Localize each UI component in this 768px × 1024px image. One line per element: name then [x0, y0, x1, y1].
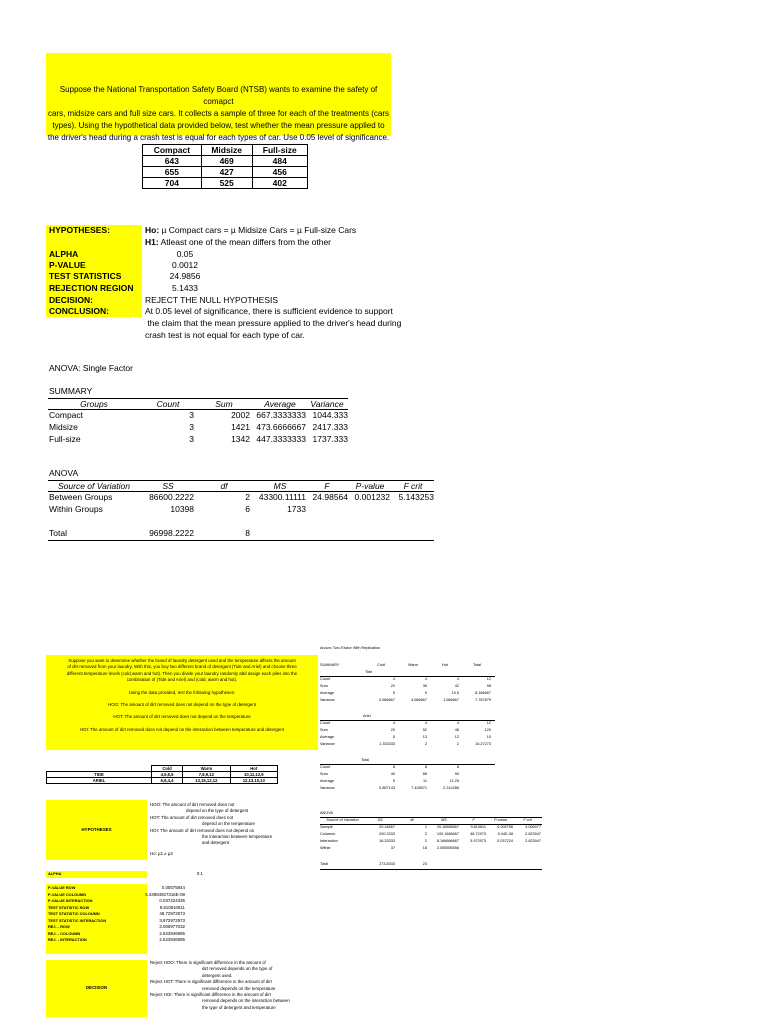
table-header-row: Compact Midsize Full-size — [143, 145, 308, 156]
conclusion-line-3: crash test is not equal for each type of car. — [145, 330, 305, 340]
summary-title: SUMMARY — [49, 386, 93, 396]
table-row: TIDE 4,5,6,5 7,8,9,12 10,11,12,9 — [47, 772, 278, 778]
two-factor-title: Anova: Two-Factor With Replication — [320, 646, 381, 650]
decision-label: DECISION: — [49, 295, 93, 305]
p-value-value: 0.0012 — [172, 260, 198, 270]
problem2-decision-label: DECISION — [85, 985, 108, 990]
table-header-row: Cold Warm Hot — [47, 766, 278, 772]
col-groups: Groups — [80, 399, 108, 409]
col-sum: Sum — [215, 399, 233, 409]
summary-block-ariel: Ariel Count 4 4 4 12 Sum 20 52 48 120 Average 5 13 12 10 Variance 1.333333 2 2 15.27273 — [320, 713, 500, 753]
table-row: 643 469 484 — [143, 156, 308, 167]
problem1-data-table — [142, 144, 308, 189]
problem2-data-table — [46, 765, 278, 784]
col-average: Average — [264, 399, 296, 409]
problem2-decision-text: Reject HOO: There is significant difference in the amount of dirt removed depends on the type of detergent used. Reject HOT: There is significant difference in the amount of dirt removed depends on the temperature Reject HOI: There is significant difference in the amount of dirt removed depends on the interaction between the type of detergent and temperature — [150, 960, 290, 1010]
two-factor-summary-title: SUMMARY — [320, 663, 340, 667]
problem1-question: Suppose the National Transportation Safety Board (NTSB) wants to examine the safety of comapct cars, midsize cars and full size cars. It collects a sample of three for each of the treatments (cars types). Using the hypothetical data provided below, test whether the mean pressure applied to the driver's head during a crash test is equal for each types of car. Use 0.05 level of significance. — [47, 85, 390, 142]
col-variance: Variance — [310, 399, 344, 409]
summary-block-total: Total Count 8 8 8 Sum 40 88 90 Average 5 11 11.25 Variance 0.857143 7.428571 2.214286 — [320, 757, 500, 797]
problem2-hypotheses-text: HOO: The amount of dirt removed does not depend on the type of detergent HOT: The amount of dirt removed does not depend on the temperature HOI: The amount of dirt removed does not depend on the interaction between temperature and detergent Ho: µ1 ≠ µ2 — [150, 802, 273, 856]
rejection-region-value: 5.1433 — [172, 283, 198, 293]
test-statistics-label: TEST STATISTICS — [49, 271, 122, 281]
summary-block-tide: Tide Count 4 4 4 12 Sum 20 36 42 98 Average 5 9 10.5 8.166667 Variance 0.666667 4.666667 1.666667 7.787879 — [320, 669, 500, 709]
p-value-label: P-VALUE — [49, 260, 86, 270]
table-row: 655 427 456 — [143, 167, 308, 178]
alpha-label: ALPHA — [49, 249, 79, 259]
divider — [320, 869, 542, 870]
two-factor-anova-table: ANOVA Source of Variation SS df MS F P-value F crit Sample 20.16667 1 20.16666667 9.810811 0.005758 3.006977 Columns 200.3333 2 100.1666667 48.72973 5.44E-08 2.623947 Interaction 16.33333 2 8.166666667 3.972973 0.037224 2.623947 Within 37 18 2.055555556 Total 273.8333 23 — [320, 810, 545, 872]
problem2-result-labels: ALPHA P-VALUE ROW P-VALUE COLOUMN P-VALUE INTERACTION TEST STATISTIC ROW TEST STATISTIC COLOUMN TEST STATISTIC INTERACTION REJ. - ROW REJ. - COLOUMN REJ. - INTERACTION — [48, 871, 107, 942]
col-count: Count — [156, 399, 180, 409]
rejection-region-label: REJECTION REGION — [49, 283, 134, 293]
anova-single-factor-title: ANOVA: Single Factor — [49, 363, 133, 373]
table-row: ARIEL 6,6,4,4 13,15,12,12 12,13,10,13 — [47, 778, 278, 784]
alpha-value: 0.05 — [176, 249, 194, 259]
problem2-result-values: 0.1 0.00575844 5.43984927316E-08 0.037224336 9.810810811 48.72972973 3.972972973 3.006977032 2.623946985 2.623946985 — [145, 871, 203, 942]
hypotheses-label: HYPOTHESES: — [49, 225, 110, 235]
ho-line: Ho: µ Compact cars = µ Midsize Cars = µ Full-size Cars — [145, 225, 357, 235]
test-statistic-value: 24.9856 — [169, 271, 201, 281]
table-row: 704 525 402 — [143, 178, 308, 189]
problem2-question: Suppose you want to determine whether the brand of laundry detergent used and the temperature affects the amount of dirt removed from your laundry. With this, you buy two different brand of detergent (Tide and Ariel) and choose three different temperature levels (cold,warm and hot). Then you divide your laundry randomly abd assign each piles into the combination of (Tide and Ariel) and (cold, warm and hot). Using the data provided, test the following hypotheses: HOO: The amount of dirt removed does not depend on the type of detergent HOT: The amount of dirt removed does not depend on the temperature HOI: The amount of dirt removed does not depend on the interaction between temperature and detergent — [66, 658, 298, 732]
h1-line: H1: Atleast one of the mean differs from the other — [145, 237, 332, 247]
divider — [48, 540, 434, 541]
anova-label: ANOVA — [49, 468, 79, 478]
problem2-hypotheses-label: HYPOTHESES — [81, 827, 112, 832]
conclusion-line-2: the claim that the mean pressure applied to the driver's head during — [145, 318, 402, 328]
conclusion-label: CONCLUSION: — [49, 306, 109, 316]
decision-value: REJECT THE NULL HYPOTHESIS — [145, 295, 279, 305]
conclusion-value: At 0.05 level of significance, there is sufficient evidence to support — [145, 306, 393, 316]
